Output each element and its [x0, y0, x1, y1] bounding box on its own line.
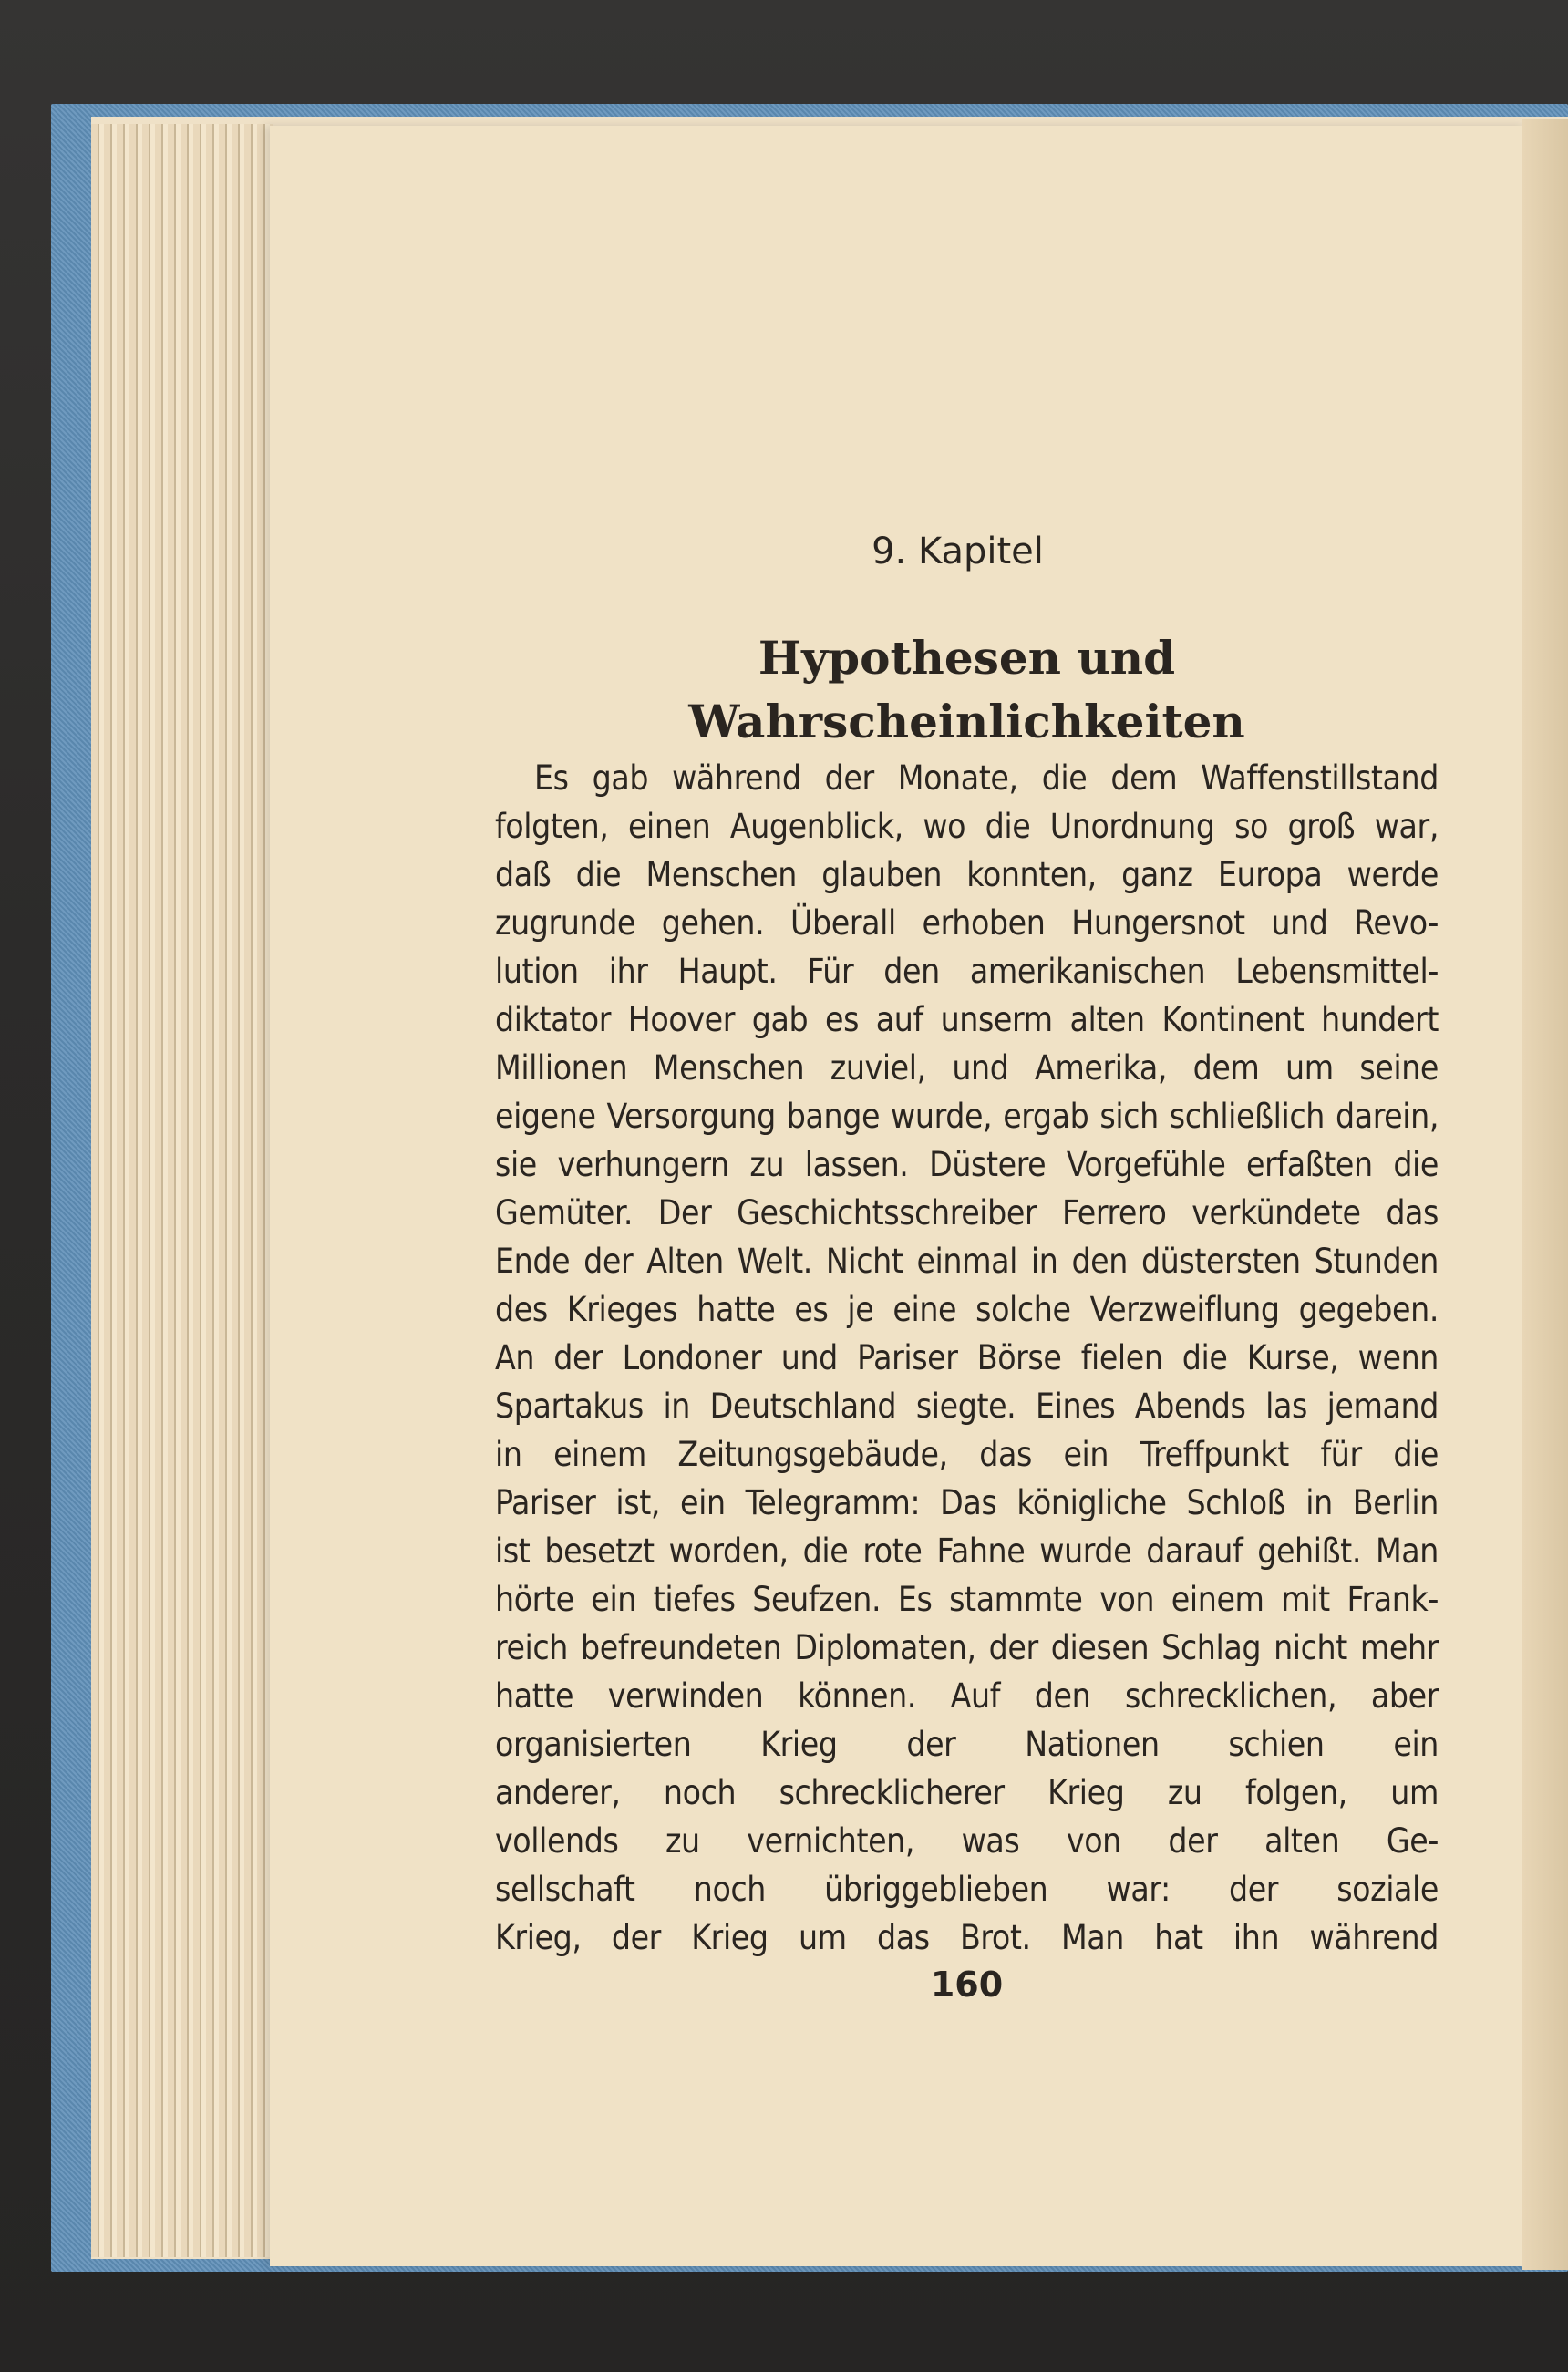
page-content [495, 524, 1439, 2005]
text-line: Es gab während der Monate, die dem Waffenstillstand [534, 758, 1439, 798]
text-line: organisierten Krieg der Nationen schien ein [495, 1725, 1439, 1764]
text-line: eigene Versorgung bange wurde, ergab sich schließlich darein, [495, 1097, 1439, 1136]
page-edges [91, 124, 273, 2257]
text-line: daß die Menschen glauben konnten, ganz Europa werde [495, 855, 1439, 894]
text-line: hatte verwinden können. Auf den schrecklichen, aber [495, 1676, 1439, 1716]
text-line: reich befreundeten Diplomaten, der diesen Schlag nicht mehr [495, 1628, 1439, 1667]
chapter-label: 9. Kapitel [872, 531, 1044, 572]
text-line: des Krieges hatte es je eine solche Verzweiflung gegeben. [495, 1290, 1439, 1329]
text-line: Pariser ist, ein Telegramm: Das königliche Schloß in Berlin [495, 1483, 1439, 1522]
text-line: vollends zu vernichten, was von der alten Ge- [495, 1821, 1439, 1861]
text-line: Ende der Alten Welt. Nicht einmal in den düstersten Stunden [495, 1242, 1439, 1281]
text-line: ist besetzt worden, die rote Fahne wurde darauf gehißt. Man [495, 1531, 1439, 1571]
text-line: folgten, einen Augenblick, wo die Unordnung so groß war, [495, 807, 1439, 846]
text-line: lution ihr Haupt. Für den amerikanischen Lebensmittel- [495, 952, 1439, 991]
text-line: hörte ein tiefes Seufzen. Es stammte von einem mit Frank- [495, 1580, 1439, 1619]
text-line: diktator Hoover gab es auf unserm alten Kontinent hundert [495, 1000, 1439, 1039]
text-line: anderer, noch schrecklicherer Krieg zu folgen, um [495, 1773, 1439, 1812]
text-line: sellschaft noch übriggeblieben war: der soziale [495, 1870, 1439, 1909]
text-line: zugrunde gehen. Überall erhoben Hungersnot und Revo- [495, 903, 1439, 943]
text-line: Spartakus in Deutschland siegte. Eines Abends las jemand [495, 1387, 1439, 1426]
text-line: in einem Zeitungsgebäude, das ein Treffpunkt für die [495, 1435, 1439, 1474]
text-line: Millionen Menschen zuviel, und Amerika, dem um seine [495, 1048, 1439, 1088]
text-line: Krieg, der Krieg um das Brot. Man hat ihn während [495, 1918, 1439, 1957]
body-text [495, 754, 1439, 1962]
text-line: An der Londoner und Pariser Börse fielen die Kurse, wenn [495, 1338, 1439, 1377]
chapter-title: Hypothesen und Wahrscheinlichkeiten [688, 631, 1245, 748]
page-right-edge [1522, 119, 1568, 2270]
page-number: 160 [930, 1965, 1004, 2005]
text-line: sie verhungern zu lassen. Düstere Vorgefühle erfaßten die [495, 1145, 1439, 1184]
text-line: Gemüter. Der Geschichtsschreiber Ferrero verkündete das [495, 1193, 1439, 1232]
